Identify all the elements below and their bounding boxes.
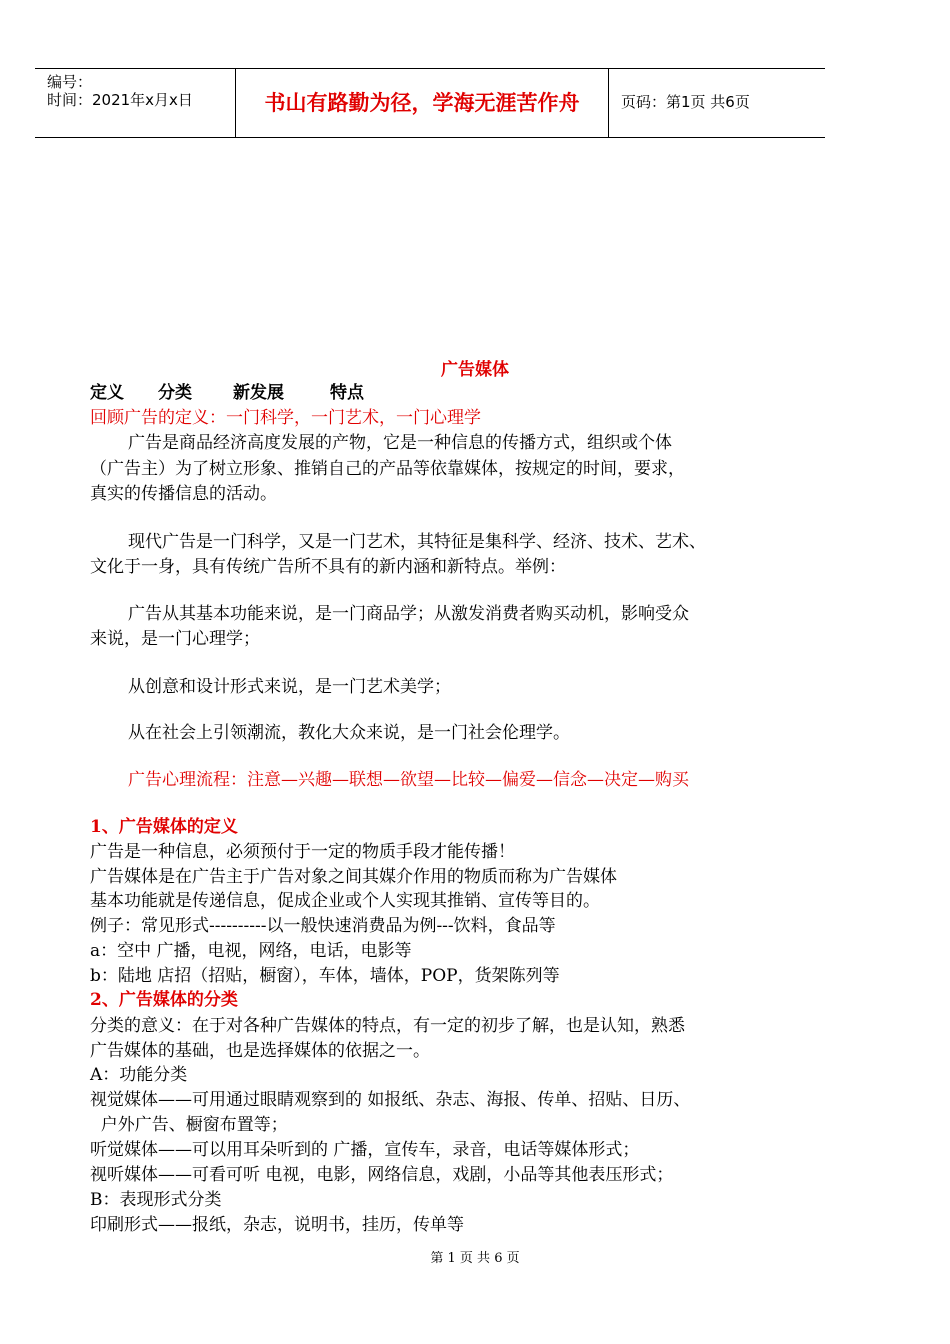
header-meta-cell	[35, 69, 236, 137]
section-line: 听觉媒体——可以用耳朵听到的 广播，宣传车，录音，电话等媒体形式；	[90, 1140, 640, 1160]
page-footer: 第 1 页 共 6 页	[430, 1251, 520, 1266]
section-line: 户外广告、橱窗布置等；	[90, 1115, 288, 1135]
section-line: 印刷形式——报纸，杂志，说明书，挂历，传单等	[90, 1215, 464, 1235]
section-line: a：空中 广播，电视，网络，电话，电影等	[90, 941, 412, 961]
paragraph-line: 文化于一身，具有传统广告所不具有的新内涵和新特点。举例：	[90, 557, 566, 577]
review-line: 回顾广告的定义：一门科学，一门艺术，一门心理学	[90, 408, 481, 428]
section-line: 视听媒体——可看可听 电视，电影，网络信息，戏剧，小品等其他表压形式；	[90, 1165, 674, 1185]
paragraph-line: 从在社会上引领潮流，教化大众来说，是一门社会伦理学。	[128, 723, 570, 743]
topic-definition: 定义	[90, 383, 124, 403]
section-line: A：功能分类	[90, 1065, 188, 1085]
topic-features: 特点	[330, 383, 364, 403]
header-motto-cell	[236, 69, 609, 137]
paragraph-line: 现代广告是一门科学，又是一门艺术，其特征是集科学、经济、技术、艺术、	[128, 532, 706, 552]
section-line: 基本功能就是传递信息，促成企业或个人实现其推销、宣传等目的。	[90, 891, 600, 911]
time-label: 时间：2021年x月x日	[47, 91, 193, 109]
section-line: 例子：常见形式----------以一般快速消费品为例---饮料，食品等	[90, 916, 556, 936]
document-header	[35, 68, 825, 138]
topic-classification: 分类	[158, 383, 192, 403]
paragraph-line: （广告主）为了树立形象、推销自己的产品等依靠媒体，按规定的时间，要求，	[90, 459, 685, 479]
page-label: 页码：第1页 共6页	[621, 93, 750, 111]
psychology-flow: 广告心理流程：注意—兴趣—联想—欲望—比较—偏爱—信念—决定—购买	[128, 770, 689, 790]
section-line: 广告是一种信息，必须预付于一定的物质手段才能传播！	[90, 842, 515, 862]
section-line: 广告媒体的基础，也是选择媒体的依据之一。	[90, 1041, 430, 1061]
section-line: 广告媒体是在广告主于广告对象之间其媒介作用的物质而称为广告媒体	[90, 867, 617, 887]
number-label: 编号：	[47, 73, 93, 91]
section-line: 分类的意义：在于对各种广告媒体的特点，有一定的初步了解，也是认知，熟悉	[90, 1016, 685, 1036]
paragraph-line: 广告从其基本功能来说，是一门商品学；从激发消费者购买动机，影响受众	[128, 604, 689, 624]
paragraph-line: 广告是商品经济高度发展的产物，它是一种信息的传播方式，组织或个体	[128, 433, 672, 453]
section-line: 视觉媒体——可用通过眼睛观察到的 如报纸、杂志、海报、传单、招贴、日历、	[90, 1090, 691, 1110]
section-heading: 1、广告媒体的定义	[90, 817, 238, 837]
section-heading: 2、广告媒体的分类	[90, 990, 238, 1010]
topic-new-development: 新发展	[233, 383, 284, 403]
section-line: B：表现形式分类	[90, 1190, 222, 1210]
motto: 书山有路勤为径，学海无涯苦作舟	[264, 90, 580, 115]
header-page-cell	[609, 69, 825, 137]
section-line: b：陆地 店招（招贴，橱窗），车体，墙体，POP，货架陈列等	[90, 966, 560, 986]
paragraph-line: 从创意和设计形式来说，是一门艺术美学；	[128, 677, 451, 697]
topic-list	[90, 380, 790, 406]
paragraph-line: 真实的传播信息的活动。	[90, 484, 277, 504]
page-title: 广告媒体	[441, 360, 509, 380]
paragraph-line: 来说，是一门心理学；	[90, 629, 260, 649]
